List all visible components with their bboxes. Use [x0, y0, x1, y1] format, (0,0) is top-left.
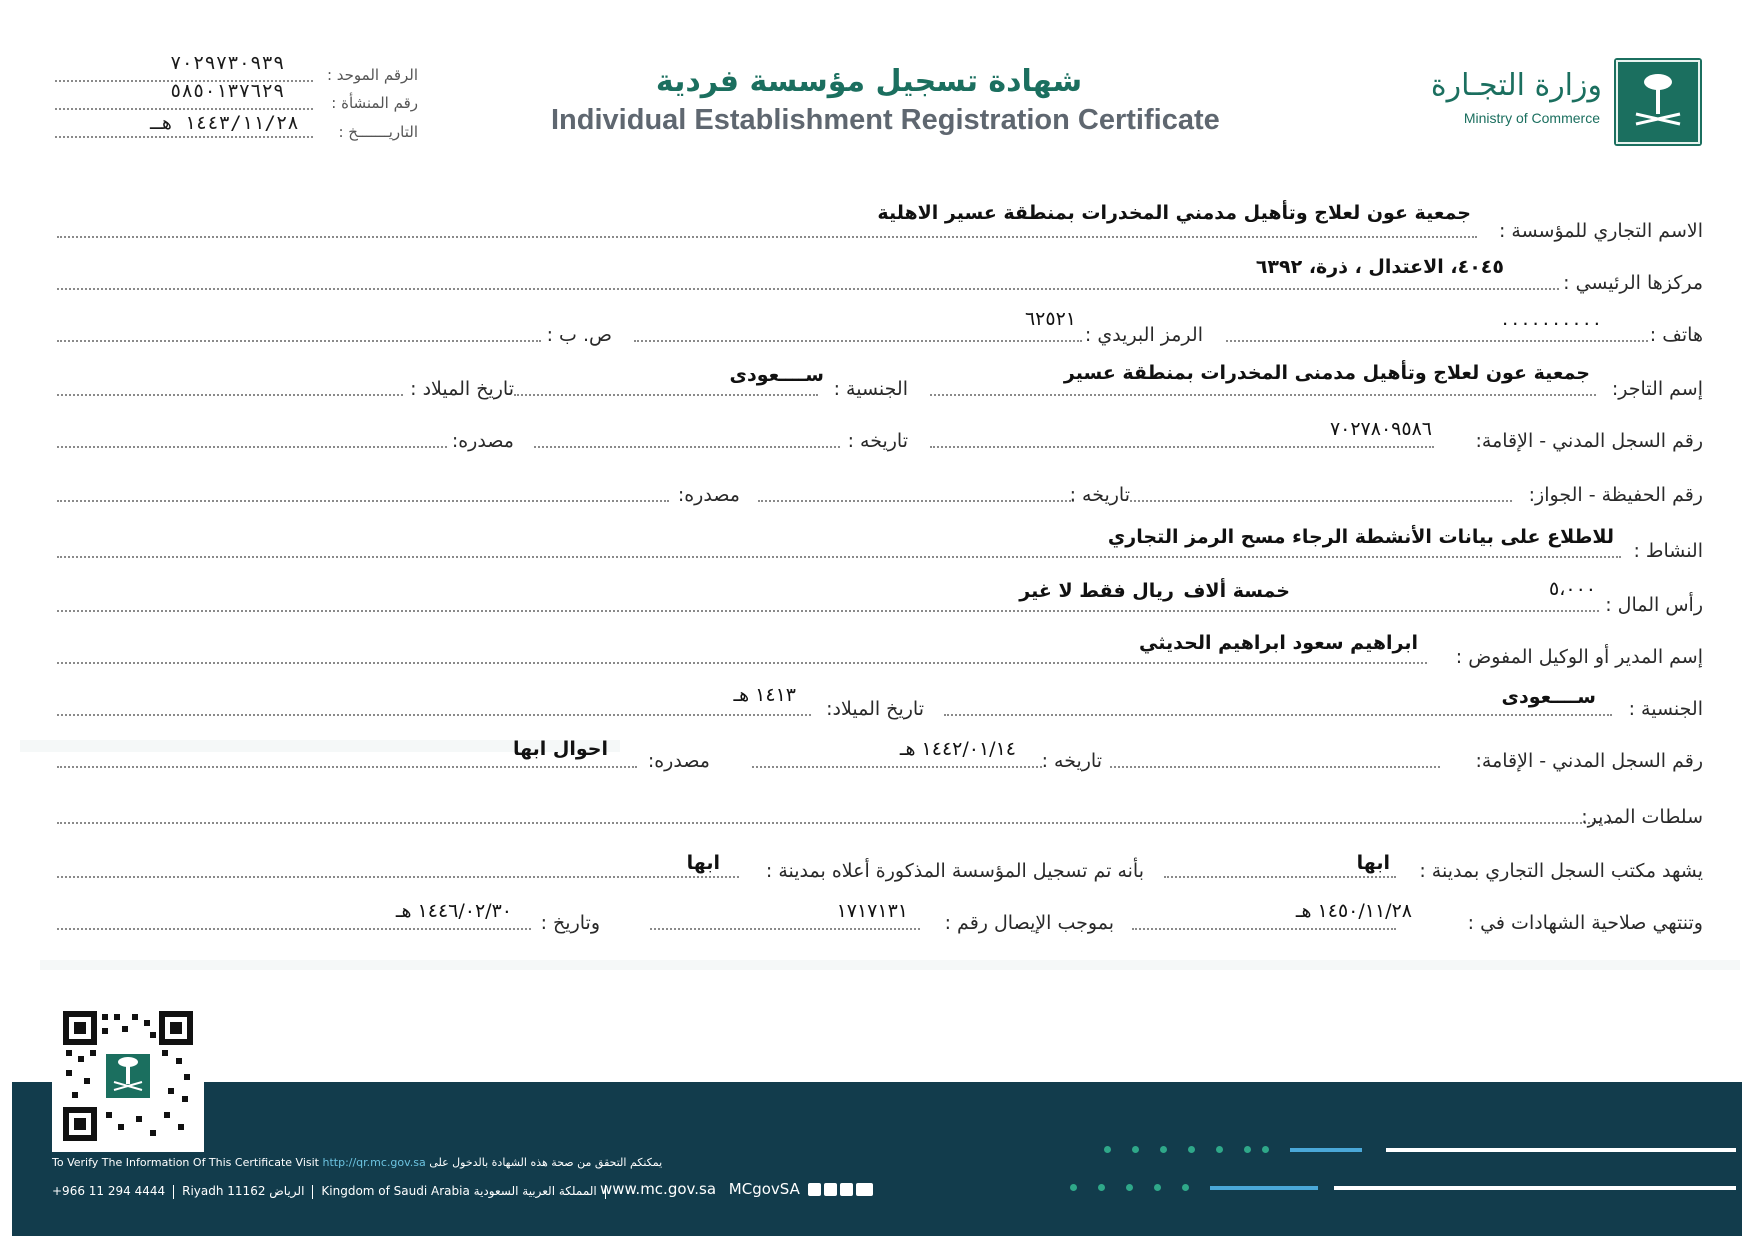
divider: [752, 766, 1042, 768]
divider: [55, 136, 313, 138]
divider: [650, 928, 920, 930]
decor-bar: [1386, 1148, 1736, 1152]
manager-civil-id-source-value: احوال ابها: [512, 738, 608, 760]
capital-label: رأس المال :: [1605, 594, 1703, 616]
manager-civil-id-label: رقم السجل المدني - الإقامة:: [1475, 750, 1703, 772]
manager-name-value: ابراهيم سعود ابراهيم الحديثي: [1139, 632, 1418, 654]
verify-text-ar: يمكنكم التحقق من صحة هذه الشهادة بالدخول على: [429, 1156, 663, 1169]
trade-name-value: جمعية عون لعلاج وتأهيل مدمني المخدرات بمنطقة عسير الاهلية: [877, 202, 1471, 224]
manager-nationality-value: ســــعودى: [1501, 686, 1596, 708]
decor-bar: [1334, 1186, 1736, 1190]
postal-code-value: ٦٢٥٢١: [1024, 308, 1076, 330]
divider: [944, 714, 1612, 716]
divider: [514, 394, 818, 396]
certificate-title-en: Individual Establishment Registration Certificate: [551, 104, 1220, 136]
contact-city: Riyadh 11162 الرياض: [182, 1184, 305, 1198]
passport-label: رقم الحفيظة - الجواز:: [1528, 484, 1703, 506]
decor-dot: [1098, 1184, 1105, 1191]
merchant-nationality-value: ســــعودى: [729, 364, 824, 386]
decor-dot: [1160, 1146, 1167, 1153]
merchant-civil-id-date-label: تاريخه :: [847, 430, 908, 452]
website-line: [600, 1180, 873, 1198]
decor-bar: [1290, 1148, 1362, 1152]
contact-country: Kingdom of Saudi Arabia المملكة العربية السعودية: [321, 1184, 597, 1198]
divider: [1130, 500, 1512, 502]
verify-text-en: To Verify The Information Of This Certificate Visit: [52, 1156, 319, 1169]
decor-dot: [1244, 1146, 1251, 1153]
headquarters-label: مركزها الرئيسي :: [1563, 272, 1703, 294]
divider: [930, 446, 1434, 448]
manager-civil-id-date-value: ١٤٤٢/٠١/١٤ هـ: [899, 738, 1016, 760]
merchant-civil-id-label: رقم السجل المدني - الإقامة:: [1475, 430, 1703, 452]
contact-phone: +966 11 294 4444: [52, 1184, 166, 1198]
merchant-name-label: إسم التاجر:: [1611, 378, 1703, 400]
divider: [57, 556, 1621, 558]
divider: [57, 822, 1613, 824]
establishment-number-label: رقم المنشأة :: [331, 94, 418, 112]
expiry-value: ١٤٥٠/١١/٢٨ هـ: [1295, 900, 1412, 922]
decor-dot: [1126, 1184, 1133, 1191]
headquarters-value: ٤٠٤٥، الاعتدال ، ذرة، ٦٣٩٢: [1255, 256, 1504, 278]
manager-birth-date-value: ١٤١٣ هـ: [733, 684, 796, 706]
manager-nationality-label: الجنسية :: [1628, 698, 1703, 720]
receipt-number-label: بموجب الإيصال رقم :: [944, 912, 1114, 934]
social-handle: MCgovSA: [728, 1180, 800, 1198]
divider: [1164, 876, 1396, 878]
website-link[interactable]: www.mc.gov.sa: [600, 1180, 717, 1198]
phone-label: هاتف :: [1649, 324, 1703, 346]
registered-city-label: بأنه تم تسجيل المؤسسة المذكورة أعلاه بمدينة :: [765, 860, 1144, 882]
ministry-name-en: Ministry of Commerce: [1463, 110, 1600, 126]
divider: [1226, 340, 1648, 342]
divider: [758, 500, 1074, 502]
phone-value: ٠٠٠٠٠٠٠٠٠٠: [1499, 312, 1602, 334]
verify-link[interactable]: http://qr.mc.gov.sa: [322, 1156, 426, 1169]
contact-line: [52, 1184, 614, 1199]
capital-words: خمسة ألاف: [1183, 580, 1290, 602]
expiry-label: وتنتهي صلاحية الشهادات في :: [1467, 912, 1703, 934]
certificate-title-ar: شهادة تسجيل مؤسسة فردية: [655, 64, 1083, 99]
activity-label: النشاط :: [1633, 540, 1703, 562]
issue-date-value: ١٤٤٣/١١/٢٨ هـ: [150, 112, 299, 134]
passport-source-label: مصدره:: [677, 484, 740, 506]
decor-dot: [1104, 1146, 1111, 1153]
divider: [634, 340, 1082, 342]
decor-dot: [1188, 1146, 1195, 1153]
capital-value: ٥،٠٠٠: [1549, 578, 1596, 600]
decor-dot: [1216, 1146, 1223, 1153]
twitter-icon[interactable]: [840, 1183, 853, 1196]
facebook-icon[interactable]: [824, 1183, 837, 1196]
registered-city-value: ابها: [686, 852, 720, 874]
unified-number-value: ٧٠٢٩٧٣٠٩٣٩: [170, 52, 285, 74]
capital-currency: ريال فقط لا غير: [1019, 580, 1174, 602]
divider: [57, 288, 1559, 290]
manager-civil-id-date-label: تاريخه :: [1041, 750, 1102, 772]
receipt-date-label: وتاريخ :: [540, 912, 600, 934]
establishment-number-value: ٥٨٥٠١٣٧٦٢٩: [170, 80, 285, 102]
decor-dot: [1070, 1184, 1077, 1191]
commercial-office-label: يشهد مكتب السجل التجاري بمدينة :: [1419, 860, 1703, 882]
merchant-nationality-label: الجنسية :: [833, 378, 908, 400]
divider: [55, 108, 313, 110]
divider: [57, 928, 531, 930]
youtube-icon[interactable]: [856, 1183, 873, 1196]
divider: [57, 446, 447, 448]
merchant-civil-id-source-label: مصدره:: [451, 430, 514, 452]
unified-number-label: الرقم الموحد :: [326, 66, 418, 84]
divider: [1132, 928, 1396, 930]
divider: [57, 394, 403, 396]
divider: [930, 394, 1596, 396]
decor-dot: [1132, 1146, 1139, 1153]
receipt-number-value: ١٧١٧١٣١: [836, 900, 908, 922]
postal-code-label: الرمز البريدي :: [1084, 324, 1203, 346]
background-decoration: [40, 960, 1740, 970]
manager-civil-id-source-label: مصدره:: [647, 750, 710, 772]
activity-value: للاطلاع على بيانات الأنشطة الرجاء مسح الرمز التجاري: [1107, 526, 1614, 548]
merchant-civil-id-value: ٧٠٢٧٨٠٩٥٨٦: [1329, 418, 1432, 440]
po-box-label: ص. ب :: [546, 324, 612, 346]
qr-code-icon: [52, 1000, 204, 1152]
decor-bar: [1210, 1186, 1318, 1190]
merchant-name-value: جمعية عون لعلاج وتأهيل مدمنى المخدرات بمنطقة عسير: [1063, 362, 1590, 384]
decor-dot: [1182, 1184, 1189, 1191]
divider: [534, 446, 840, 448]
divider: [1110, 766, 1440, 768]
divider: [57, 610, 1599, 612]
decor-dot: [1154, 1184, 1161, 1191]
verify-text: [52, 1156, 662, 1169]
divider: [57, 236, 1477, 238]
manager-name-label: إسم المدير أو الوكيل المفوض :: [1455, 646, 1703, 668]
divider: [57, 876, 739, 878]
merchant-birth-date-label: تاريخ الميلاد :: [410, 378, 514, 400]
divider: [57, 766, 637, 768]
qr-code[interactable]: [52, 1000, 204, 1152]
divider: [57, 714, 811, 716]
divider: [57, 500, 669, 502]
issue-date-label: التاريـــــــخ :: [338, 123, 418, 141]
commercial-office-value: ابها: [1356, 852, 1390, 874]
instagram-icon[interactable]: [808, 1183, 821, 1196]
passport-date-label: تاريخه :: [1069, 484, 1130, 506]
manager-birth-date-label: تاريخ الميلاد:: [826, 698, 924, 720]
decor-dot: [1262, 1146, 1269, 1153]
trade-name-label: الاسم التجاري للمؤسسة :: [1498, 220, 1703, 242]
ministry-name-ar: وزارة التجـارة: [1430, 68, 1602, 103]
divider: [57, 662, 1427, 664]
receipt-date-value: ١٤٤٦/٠٢/٣٠ هـ: [395, 900, 512, 922]
manager-powers-label: سلطات المدير:: [1581, 806, 1703, 828]
divider: [57, 340, 541, 342]
